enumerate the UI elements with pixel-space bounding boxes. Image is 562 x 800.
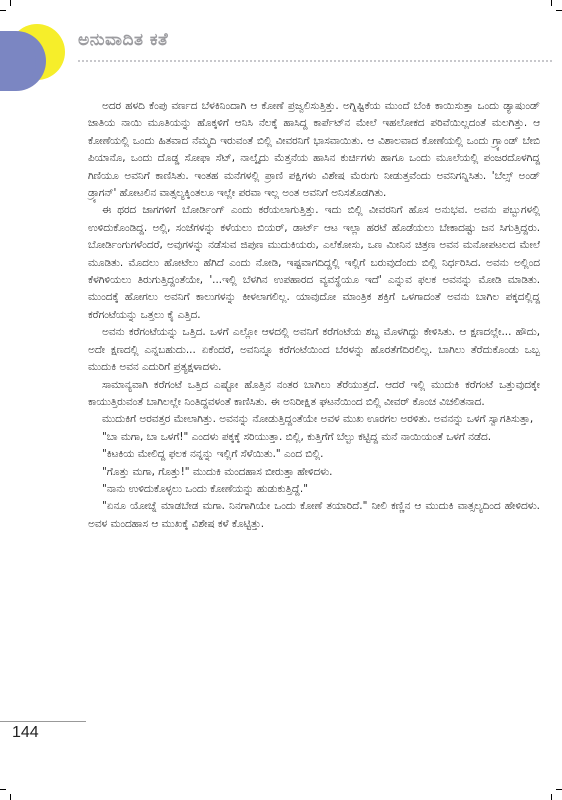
paragraph: "ಏನೂ ಯೋಚ್ನೆ ಮಾಡಬೇಡ ಮಗಾ. ನಿನಗಾಗಿಯೇ ಒಂದು ಕೋಣೆ ತಯಾರಿದೆ." ನೀಲಿ ಕಣ್ಣಿನ ಆ ಮುದುಕಿ ವಾತ್ಸಲ್ಯದಿಂದ ಹೇಳಿದಳು. ಅವಳ ಮಂದಹಾಸ ಆ ಮುಖಕ್ಕೆ ವಿಶೇಷ ಕಳೆ ಕೊಟ್ಟಿತ್ತು. xyxy=(88,500,540,530)
crop-mark-bottom-left-h xyxy=(0,789,6,790)
paragraph: ಈ ಥರದ ಜಾಗಗಳಿಗೆ ಬೋರ್ಡಿಂಗ್ ಎಂದು ಕರೆಯಲಾಗುತ್ತಿತ್ತು. ಇದು ಬಿಲ್ಲಿ ವೀವರನಿಗೆ ಹೊಸ ಅನುಭವ. ಅವನು ಪಬ್ಬುಗಳಲ್ಲಿ ಉಳಿದುಕೊಂಡಿದ್ದ. ಅಲ್ಲಿ, ಸಂಜೆಗಳನ್ನು ಕಳೆಯಲು ಬಿಯರ್, ಡಾರ್ಟ್ ಆಟ ಇಲ್ಲಾ ಹರಟೆ ಹೊಡೆಯಲು ಬೇಕಾದಷ್ಟು ಜನ ಸಿಗುತ್ತಿದ್ದರು. ಬೋರ್ಡಿಂಗುಗಳೆಂದರೆ, ಅವುಗಳನ್ನು ನಡೆಸುವ ಜಿಪುಣ ಮುದುಕಿಯರು, ಎಲೆಕೋಸು, ಒಣ ಮೀನಿನ ಚಿತ್ರಣ ಅವನ ಮನೋಪಟಲದ ಮೇಲೆ ಮೂಡಿತು. ಮೊದಲು ಹೋಟೆಲು ಹೆಗಿದೆ ಎಂದು ನೋಡಿ, ಇಷ್ಟವಾಗದಿದ್ದಲ್ಲಿ ಇಲ್ಲಿಗೆ ಬರುವುದೆಂದು ಬಿಲ್ಲಿ ನಿರ್ಧರಿಸಿದ. ಅವನು ಅಲ್ಲಿಂದ ಕೆಳಗಿಳಿಯಲು ತಿರುಗುತ್ತಿದ್ದಂತೆಯೇ, '...ಇಲ್ಲಿ ಬೆಳಗಿನ ಉಪಹಾರದ ವ್ಯವಸ್ಥೆಯೂ ಇದೆ' ಎನ್ನುವ ಫಲಕ ಅವನನ್ನು ಮೋಡಿ ಮಾಡಿತು. ಮುಂದಕ್ಕೆ ಹೋಗಲು ಅವನಿಗೆ ಕಾಲುಗಳನ್ನು ಕೀಳಲಾಗಲಿಲ್ಲ. ಯಾವುದೋ ಮಾಂತ್ರಿಕ ಶಕ್ತಿಗೆ ಒಳಗಾದಂತೆ ಅವನು ಬಾಗಿಲ ಪಕ್ಕದಲ್ಲಿದ್ದ ಕರೆಗಂಟೆಯನ್ನು ಒತ್ತಲು ಕೈ ಎತ್ತಿದ. xyxy=(88,204,540,321)
crop-mark-bottom-left-v xyxy=(10,794,11,800)
paragraph: "ನಾನು ಉಳಿದುಕೊಳ್ಳಲು ಒಂದು ಕೋಣೆಯನ್ನು ಹುಡುಕುತ್ತಿದ್ದೆ." xyxy=(102,482,308,495)
crop-mark-top-right-v xyxy=(551,0,552,6)
header-dotted-rule xyxy=(78,60,552,62)
crop-mark-top-left-h xyxy=(0,10,6,11)
crop-mark-top-right-h xyxy=(556,10,562,11)
paragraph: "ಬಾ ಮಗಾ, ಬಾ ಒಳಗೆ!" ಎಂದಳು ಪಕ್ಕಕ್ಕೆ ಸರಿಯುತ್ತಾ. ಬಿಲ್ಲಿ, ಕುತ್ತಿಗೆಗೆ ಬೆಲ್ಟು ಕಟ್ಟಿದ್ದ ಮನೆ ನಾಯಿಯಂತೆ ಒಳಗೆ ನಡೆದ. xyxy=(102,430,491,443)
paragraph: ಸಾಮಾನ್ಯವಾಗಿ ಕರೆಗಂಟೆ ಒತ್ತಿದ ಎಷ್ಟೋ ಹೊತ್ತಿನ ನಂತರ ಬಾಗಿಲು ತೆರೆಯುತ್ತದೆ. ಆದರೆ ಇಲ್ಲಿ ಮುದುಕಿ ಕರೆಗಂಟೆ ಒತ್ತುವುದಕ್ಕೇ ಕಾಯುತ್ತಿರುವಂತೆ ಬಾಗಿಲಲ್ಲೇ ನಿಂತಿದ್ದವಳಂತೆ ಕಾಣಿಸಿತು. ಈ ಅನಿರೀಕ್ಷಿತ ಘಟನೆಯಿಂದ ಬಿಲ್ಲಿ ವೀವರ್ ಕೊಂಚ ವಿಚಲಿತನಾದ. xyxy=(88,378,540,408)
section-title: ಅನುವಾದಿತ ಕತೆ xyxy=(78,30,169,50)
paragraph: "ಕಿಟಕಿಯ ಮೇಲಿದ್ದ ಫಲಕ ನನ್ನನ್ನು ಇಲ್ಲಿಗೆ ಸೆಳೆಯಿತು." ಎಂದ ಬಿಲ್ಲಿ. xyxy=(102,448,324,461)
page-number: 144 xyxy=(12,724,39,741)
crop-mark-bottom-right-h xyxy=(556,789,562,790)
crop-mark-top-left-v xyxy=(10,0,11,6)
paragraph: ಮುದುಕಿಗೆ ಅರವತ್ತರ ಮೇಲಾಗಿತ್ತು. ಅವನನ್ನು ನೋಡುತ್ತಿದ್ದಂತೆಯೇ ಅವಳ ಮುಖ ಊರಗಲ ಅರಳಿತು. ಅವನನ್ನು ಒಳಗೆ ಸ್ವಾಗತಿಸುತ್ತಾ, xyxy=(102,413,534,426)
paragraph: ಅದರ ಹಳದಿ ಕೆಂಪು ವರ್ಣದ ಬೆಳಕಿನಿಂದಾಗಿ ಆ ಕೋಣೆ ಪ್ರಜ್ವಲಿಸುತ್ತಿತ್ತು. ಅಗ್ನಿಷ್ಟಿಕೆಯ ಮುಂದೆ ಬೆಂಕಿ ಕಾಯಿಸುತ್ತಾ ಒಂದು ಡ್ಯಾಷುಂಡ್ ಜಾತಿಯ ನಾಯಿ ಮೂತಿಯನ್ನು ಹೊಕ್ಕಳಿಗೆ ಆನಿಸಿ ನೆಲಕ್ಕೆ ಹಾಸಿದ್ದ ಕಾರ್ಪೆಟ್‌ನ ಮೇಲೆ ಇಹಲೋಕದ ಪರಿವೆಯಿಲ್ಲದಂತೆ ಮಲಗಿತ್ತು. ಆ ಕೋಣೆಯಲ್ಲಿ ಒಂದು ಹಿತವಾದ ನೆಮ್ಮದಿ ಇರುವಂತೆ ಬಿಲ್ಲಿ ವೀವರನಿಗೆ ಭಾಸವಾಯಿತು. ಆ ವಿಶಾಲವಾದ ಕೋಣೆಯಲ್ಲಿ ಒಂದು ಗ್ರ್ಯಾಂಡ್ ಬೇಬಿ ಪಿಯಾನೊ, ಒಂದು ದೊಡ್ಡ ಸೋಫಾ ಸೆಟ್, ನಾಲ್ಕೈದು ಮೆತ್ತನೆಯ ಹಾಸಿನ ಕುರ್ಚಿಗಳು ಹಾಗೂ ಒಂದು ಮೂಲೆಯಲ್ಲಿ ಪಂಜರದೊಳಗಿದ್ದ ಗಿಣಿಯೂ ಅವನಿಗೆ ಕಾಣಿಸಿತು. ಇಂತಹ ಮನೆಗಳಲ್ಲಿ ಪ್ರಾಣಿ ಪಕ್ಷಿಗಳು ವಿಶೇಷ ಮೆರುಗು ನೀಡುತ್ತವೆಂದು ಅವನಿಗನ್ನಿಸಿತು. 'ಬೆಲ್ಸ್ ಅಂಡ್ ಡ್ರ್ಯಾಗನ್' ಹೋಟಲಿನ ವಾತ್ಸಲ್ಯಕ್ಕಿಂತಲೂ ಇಲ್ಲೇ ಪರವಾ ಇಲ್ಲ ಅಂತ ಅವನಿಗೆ ಅನಿಸತೊಡಗಿತು. xyxy=(88,100,540,200)
story-body xyxy=(88,98,540,533)
footer-rule xyxy=(0,721,86,722)
paragraph: ಅವನು ಕರೆಗಂಟೆಯನ್ನು ಒತ್ತಿದ. ಒಳಗೆ ಎಲ್ಲೋ ಆಳದಲ್ಲಿ ಅವನಿಗೆ ಕರೆಗಂಟೆಯ ಶಬ್ದ ಮೊಳಗಿದ್ದು ಕೇಳಿಸಿತು. ಆ ಕ್ಷಣದಲ್ಲೇ... ಹೌದು, ಅದೇ ಕ್ಷಣದಲ್ಲಿ ಎನ್ನಬಹುದು... ಏಕೆಂದರೆ, ಅವನಿನ್ನೂ ಕರೆಗಂಟೆಯಿಂದ ಬೆರಳನ್ನು ಹೊರತೆಗೆದಿರಲಿಲ್ಲ. ಬಾಗಿಲು ತೆರೆದುಕೊಂಡು ಒಬ್ಬ ಮುದುಕಿ ಅವನ ಎದುರಿಗೆ ಪ್ರತ್ಯಕ್ಷಳಾದಳು. xyxy=(88,326,540,374)
crop-mark-bottom-right-v xyxy=(551,794,552,800)
paragraph: "ಗೊತ್ತು ಮಗಾ, ಗೊತ್ತು!" ಮುದುಕಿ ಮಂದಹಾಸ ಬೀರುತ್ತಾ ಹೇಳಿದಳು. xyxy=(102,465,333,478)
